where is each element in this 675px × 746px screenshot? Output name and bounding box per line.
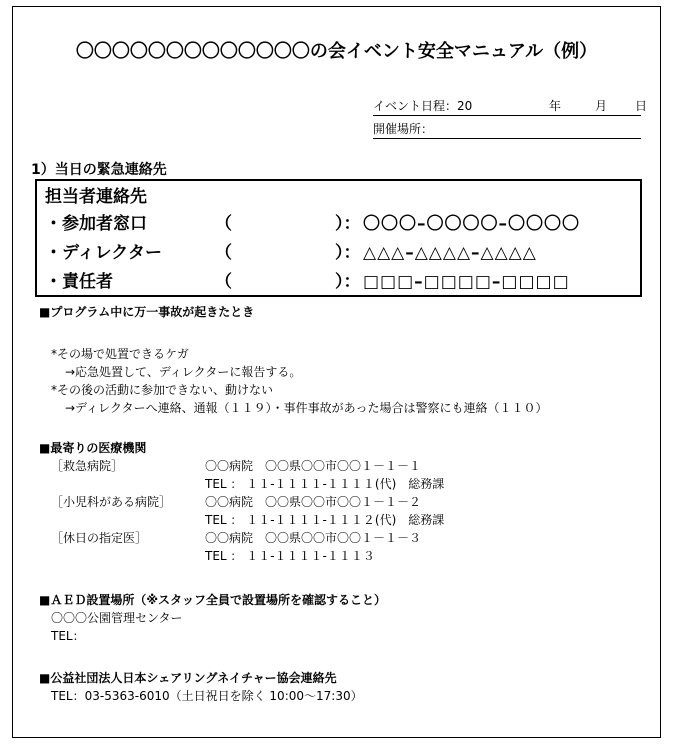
event-date-month: 月 — [595, 99, 608, 113]
contact-row-manager — [45, 268, 632, 297]
event-date-label: イベント日程：20 — [373, 99, 473, 113]
hospital-tel-row — [39, 547, 639, 565]
manual-body — [39, 303, 639, 705]
hospital-name: 〇〇病院 〇〇県〇〇市〇〇１－１－１ — [205, 459, 422, 473]
accident-case2-action: →ディレクターへ連絡、通報（１１９）・事件事故があった場合は警察にも連絡（１１０） — [65, 401, 548, 415]
hospital-row — [39, 529, 639, 547]
contact-open-paren: （ — [215, 214, 232, 234]
hospital-tel: TEL ： １１-１１１１-１１１１(代) 総務課 — [205, 477, 445, 491]
spacer — [39, 565, 639, 583]
contact-close-paren: ）： — [335, 214, 361, 234]
spacer — [39, 645, 639, 663]
aed-place: 〇〇〇公園管理センター — [51, 611, 183, 625]
contact-label: ・参加者窓口 — [45, 214, 147, 234]
contact-number: □□□–□□□□–□□□□ — [363, 272, 570, 292]
hospital-row — [39, 493, 639, 511]
contact-row-director — [45, 239, 632, 268]
association-heading: ■公益社団法人日本シェアリングネイチャー協会連絡先 — [39, 671, 337, 685]
contact-box-title: 担当者連絡先 — [45, 187, 147, 207]
contact-label: ・ディレクター — [45, 243, 162, 263]
hospital-kind: ［救急病院］ — [51, 459, 124, 473]
event-venue-label: 開催場所： — [373, 122, 434, 136]
association-tel: TEL：03-5363-6010（土日祝日を除く 10:00～17:30） — [51, 689, 363, 703]
accident-heading: ■プログラム中に万一事故が起きたとき — [39, 305, 255, 319]
manual-page — [12, 6, 661, 738]
hospital-row — [39, 457, 639, 475]
aed-tel: TEL： — [51, 629, 85, 643]
contact-close-paren: ）： — [335, 272, 361, 292]
hospital-tel: TEL ： １１-１１１１-１１１２(代) 総務課 — [205, 513, 445, 527]
contact-label: ・責任者 — [45, 272, 113, 292]
hospital-kind: ［小児科がある病院］ — [51, 495, 172, 509]
hospital-tel: TEL ： １１-１１１１-１１１３ — [205, 549, 375, 563]
hospitals-heading: ■最寄りの医療機関 — [39, 441, 147, 455]
contact-number: 〇〇〇–〇〇〇〇–〇〇〇〇 — [363, 214, 580, 234]
contact-row-participant — [45, 210, 632, 239]
page-title: 〇〇〇〇〇〇〇〇〇〇〇〇〇の会イベント安全マニュアル（例） — [75, 41, 598, 62]
accident-case1-action: →応急処置して、ディレクターに報告する。 — [65, 365, 302, 379]
hospital-name: 〇〇病院 〇〇県〇〇市〇〇１－１－３ — [205, 531, 422, 545]
event-date-row — [373, 97, 648, 116]
spacer — [39, 417, 639, 435]
contact-open-paren: （ — [215, 243, 232, 263]
accident-case2: *その後の活動に参加できない、動けない — [51, 383, 274, 397]
contact-open-paren: （ — [215, 272, 232, 292]
hospital-kind: ［休日の指定医］ — [51, 531, 148, 545]
hospital-tel-row — [39, 475, 639, 493]
event-info — [373, 97, 648, 143]
contact-box — [35, 179, 642, 297]
section-emergency-contacts-title: 1）当日の緊急連絡先 — [31, 162, 167, 178]
contact-number: △△△–△△△△–△△△△ — [363, 243, 537, 263]
spacer — [39, 321, 639, 339]
contact-close-paren: ）： — [335, 243, 361, 263]
accident-case1: *その場で処置できるケガ — [51, 347, 189, 361]
event-date-year: 年 — [549, 99, 562, 113]
event-date-day: 日 — [635, 99, 648, 113]
event-venue-row — [373, 120, 641, 139]
hospital-tel-row — [39, 511, 639, 529]
aed-heading: ■ＡＥＤ設置場所（※スタッフ全員で設置場所を確認すること） — [39, 593, 387, 607]
hospital-name: 〇〇病院 〇〇県〇〇市〇〇１－１－２ — [205, 495, 422, 509]
